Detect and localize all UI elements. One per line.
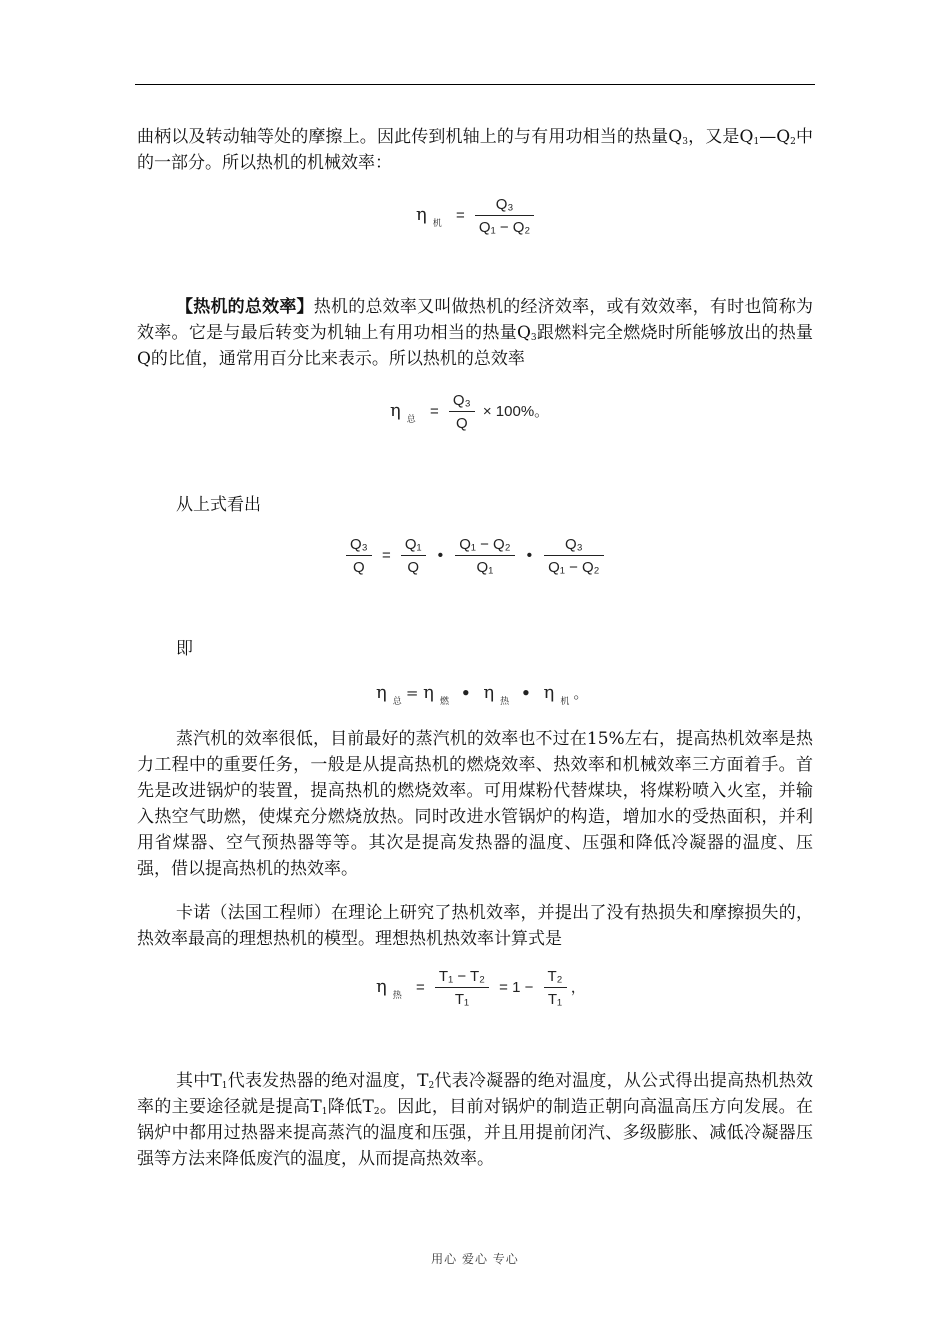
fraction: $\frac{\text{Q₃}}{Q}$: [346, 536, 372, 576]
fraction: $\frac{\text{T₂}}{\text{T₁}}$: [544, 968, 567, 1008]
page-footer: 用心 爱心 专心: [431, 1252, 519, 1266]
paragraph-mechanical-efficiency: 曲柄以及转动轴等处的摩擦上。因此传到机轴上的与有用功相当的热量$Q_3$，又是$Q_1—Q_2$中的一部分。所以热机的机械效率：: [137, 127, 814, 173]
paragraph-total-efficiency: 【热机的总效率】热机的总效率又叫做热机的经济效率，或有效效率，有时也简称为效率。它是与最后转变为机轴上有用功相当的热量$Q_3$跟燃料完全燃烧时所能够放出的热量Q的比值，通常用百分比来表示。所以热机的总效率: [137, 297, 814, 369]
fraction: $\frac{\text{Q₁ − Q₂}}{\text{Q₁}}$: [455, 536, 514, 576]
text-from-above: 从上式看出: [176, 495, 261, 515]
formula-eta-product: η $_总$ = η $_燃$ • η $_热$ • η $_机$ 。: [376, 682, 589, 707]
paragraph-carnot-explanation: 其中$T_1$代表发热器的绝对温度，$T_2$代表冷凝器的绝对温度，从公式得出提高热机热效率的主要途径就是提高$T_1$降低$T_2$。因此，目前对锅炉的制造正朝向高温高压方向发展。在锅炉中都用过热器来提高蒸汽的温度和压强，并且用提前闭汽、多级膨胀、减低冷凝器压强等方法来降低废汽的温度，从而提高热效率。: [137, 1071, 813, 1169]
text-namely: 即: [176, 639, 193, 659]
section-heading: 【热机的总效率】: [176, 297, 314, 317]
formula-total-efficiency: η $_总$ = $\frac{\text{Q₃}}{Q}$ × 100%。: [390, 392, 550, 432]
fraction: $\frac{\text{Q₃}}{Q}$: [449, 392, 475, 432]
fraction: $\frac{\text{T₁ − T₂}}{\text{T₁}}$: [435, 968, 489, 1008]
fraction: $\frac{\text{Q₁}}{Q}$: [401, 536, 426, 576]
header-rule: [135, 84, 815, 85]
formula-carnot-efficiency: η $_热$ = $\frac{\text{T₁ − T₂}}{\text{T₁}}$ = 1 − $\frac{\text{T₂}}{\text{T₁}}$ ，: [376, 968, 586, 1008]
formula-efficiency-product: $\frac{\text{Q₃}}{Q}$ = $\frac{\text{Q₁}}{Q}$ • $\frac{\text{Q₁ − Q₂}}{\text{Q₁}}$ • $\frac{\text{Q₃}}{\text{Q₁ − Q₂}}$: [346, 536, 604, 576]
paragraph-steam-engine: 蒸汽机的效率很低，目前最好的蒸汽机的效率也不过在15%左右，提高热机效率是热力工程中的重要任务，一般是从提高热机的燃烧效率、热效率和机械效率三方面着手。首先是改进锅炉的装置，提高热机的燃烧效率。可用煤粉代替煤块，将煤粉喷入火室，并输入热空气助燃，使煤充分燃烧放热。同时改进水管锅炉的构造，增加水的受热面积，并利用省煤器、空气预热器等等。其次是提高发热器的温度、压强和降低冷凝器的温度、压强，借以提高热机的热效率。: [137, 729, 813, 879]
fraction: $\frac{\text{Q₃}}{\text{Q₁ − Q₂}}$: [475, 196, 534, 236]
paragraph-carnot: 卡诺（法国工程师）在理论上研究了热机效率，并提出了没有热损失和摩擦损失的，热效率最高的理想热机的模型。理想热机热效率计算式是: [137, 903, 813, 949]
formula-mechanical-efficiency: η $_机$ = $\frac{\text{Q₃}}{\text{Q₁ − Q₂}}$: [416, 196, 534, 236]
fraction: $\frac{\text{Q₃}}{\text{Q₁ − Q₂}}$: [544, 536, 603, 576]
